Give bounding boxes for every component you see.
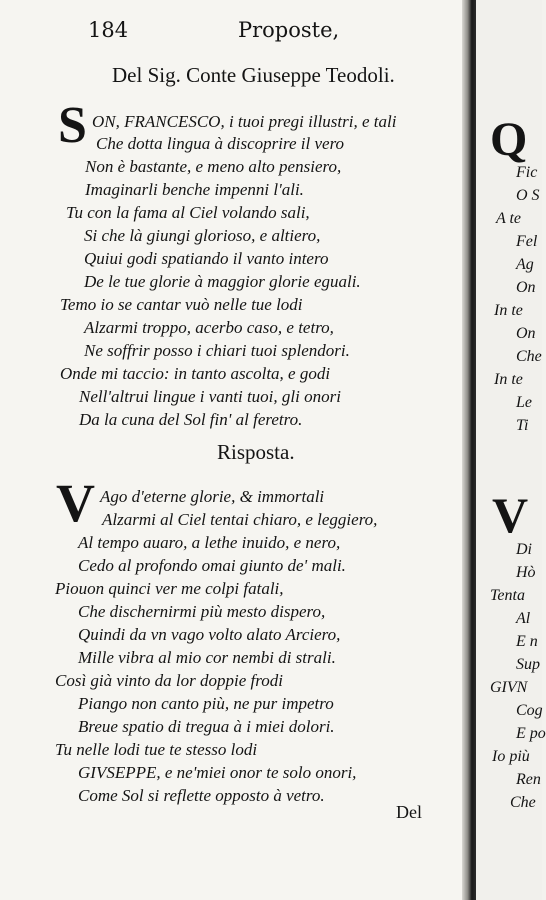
- verse-line: Non è bastante, e meno alto pensiero,: [85, 157, 342, 176]
- verse-line: Onde mi taccio: in tanto ascolta, e godi: [60, 364, 331, 383]
- verse-line: Alzarmi al Ciel tentai chiaro, e leggiero,: [102, 510, 378, 529]
- verse-line: Che dotta lingua à discoprire il vero: [96, 134, 345, 153]
- verse-line: Così già vinto da lor doppie frodi: [55, 671, 283, 690]
- verse-line: Ago d'eterne glorie, & immortali: [100, 487, 325, 506]
- facing-line: Ti: [516, 417, 529, 434]
- catchword: Del: [396, 802, 422, 822]
- verse-line: Che dischernirmi più mesto dispero,: [78, 602, 326, 621]
- verse-line: Tu nelle lodi tue te stesso lodi: [55, 740, 258, 759]
- verse-line: Temo io se cantar vuò nelle tue lodi: [60, 295, 303, 314]
- dropcap-v: V: [56, 473, 95, 533]
- facing-line: Che: [510, 794, 536, 811]
- verse-line: Cedo al profondo omai giunto de' mali.: [78, 556, 346, 575]
- verse-line: ON, FRANCESCO, i tuoi pregi illustri, e tali: [92, 112, 397, 131]
- dropcap-s: S: [58, 97, 87, 154]
- verse-line: Breue spatio di tregua à i miei dolori.: [78, 717, 335, 736]
- facing-line: A te: [496, 210, 522, 227]
- facing-line: E po: [516, 725, 546, 742]
- facing-line: Le: [516, 394, 532, 411]
- facing-line: Al: [516, 610, 531, 627]
- verse-line: Ne soffrir posso i chiari tuoi splendori.: [84, 341, 350, 360]
- facing-line: In te: [494, 371, 523, 388]
- verse-line: GIVSEPPE, e ne'miei onor te solo onori,: [78, 763, 357, 782]
- verse-line: Come Sol si reflette opposto à vetro.: [78, 786, 325, 805]
- verse-line: Quindi da vn vago volto alato Arciero,: [78, 625, 341, 644]
- verse-line: Piouon quinci ver me colpi fatali,: [55, 579, 284, 598]
- verse-line: Da la cuna del Sol fin' al feretro.: [79, 410, 303, 429]
- facing-line: Ag: [516, 256, 534, 273]
- section-heading: Del Sig. Conte Giuseppe Teodoli.: [112, 63, 395, 87]
- facing-line: On: [516, 279, 536, 296]
- verse-line: Nell'altrui lingue i vanti tuoi, gli onori: [79, 387, 341, 406]
- verse-line: Imaginarli benche impenni l'ali.: [85, 180, 304, 199]
- verse-line: Si che là giungi glorioso, e altiero,: [84, 226, 321, 245]
- verse-line: De le tue glorie à maggior glorie eguali.: [84, 272, 361, 291]
- verse-line: Piango non canto più, ne pur impetro: [78, 694, 334, 713]
- verse-line: Mille vibra al mio cor nembi di strali.: [78, 648, 336, 667]
- facing-line: Sup: [516, 656, 540, 673]
- facing-line: Io più: [492, 748, 530, 765]
- facing-line: Fic: [516, 164, 538, 181]
- facing-line: Tenta: [490, 587, 525, 604]
- facing-line: E n: [516, 633, 538, 650]
- running-title: Proposte,: [238, 18, 340, 42]
- facing-line: Ren: [516, 771, 541, 788]
- page-number: 184: [88, 18, 129, 42]
- facing-line: Hò: [516, 564, 536, 581]
- facing-line: In te: [494, 302, 523, 319]
- facing-line: On: [516, 325, 536, 342]
- verse-line: Tu con la fama al Ciel volando sali,: [66, 203, 310, 222]
- book-gutter: [462, 0, 476, 900]
- facing-line: O S: [516, 187, 540, 204]
- book-page-right-edge: [476, 0, 546, 900]
- verse-line: Alzarmi troppo, acerbo caso, e tetro,: [84, 318, 334, 337]
- dropcap-v-facing: V: [492, 487, 529, 543]
- facing-line: Di: [516, 541, 532, 558]
- facing-line: GIVN: [490, 679, 528, 696]
- facing-line: Che: [516, 348, 542, 365]
- facing-line: Fel: [516, 233, 538, 250]
- verse-line: Al tempo auaro, a lethe inuido, e nero,: [78, 533, 341, 552]
- verse-line: Quiui godi spatiando il vanto intero: [84, 249, 329, 268]
- dropcap-q: Q: [490, 113, 528, 166]
- response-heading: Risposta.: [217, 440, 295, 464]
- facing-line: Cog: [516, 702, 543, 719]
